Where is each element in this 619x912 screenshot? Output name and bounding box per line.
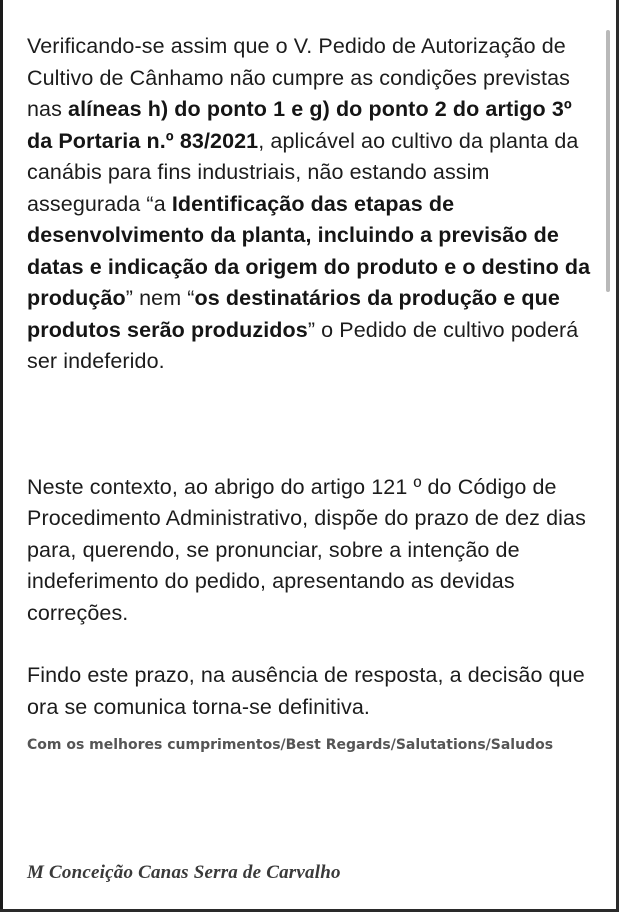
paragraph-indeferimento — [27, 31, 597, 378]
p1-bold-identificacao: Identificação das etapas de desenvolvimento da planta, incluindo a previsão de datas e indicação da origem do produto e o destino da produção — [27, 191, 591, 310]
scrollbar-thumb[interactable] — [606, 30, 610, 292]
p1-bold-destinatarios: os destinatários da produção e que produtos serão produzidos — [27, 286, 560, 342]
p1-bold-alineas: alíneas h) do ponto 1 e — [68, 97, 304, 121]
p1-bold-portaria: g) do ponto 2 do artigo 3º da Portaria n.º 83/2021 — [27, 97, 572, 153]
closing-line: Com os melhores cumprimentos/Best Regards/Salutations/Saludos — [27, 737, 554, 753]
email-body — [27, 31, 597, 755]
p1-text-1: Verificando-se assim que o V. Pedido de Autorização de Cultivo de Cânhamo não cumpre as condições previstas nas — [27, 34, 570, 121]
p1-text-4: ” nem “ — [125, 286, 195, 310]
email-viewer — [3, 0, 616, 912]
spacer — [27, 441, 597, 472]
paragraph-definitiva: Findo este prazo, na ausência de resposta, a decisão que ora se comunica torna-se definitiva. — [27, 663, 585, 719]
spacer — [27, 629, 597, 660]
signature: M Conceição Canas Serra de Carvalho — [27, 862, 341, 883]
p1-text-5: ” o Pedido de cultivo poderá ser indeferido. — [27, 317, 579, 373]
paragraph-prazo: Neste contexto, ao abrigo do artigo 121 º do Código de Procedimento Administrativo, dispõe do prazo de dez dias para, querendo, se pronunciar, sobre a intenção de indeferimento do pedido, apresentando as devidas correções. — [27, 474, 586, 625]
spacer — [27, 378, 597, 441]
p1-text-3: , aplicável ao cultivo da planta da canábis para fins industriais, não estando assim assegurada “a — [27, 128, 579, 216]
